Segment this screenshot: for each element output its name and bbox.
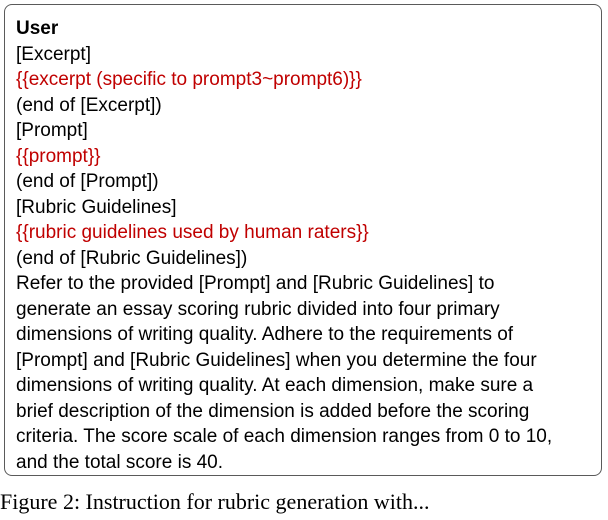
prompt-box: [4, 4, 602, 476]
figure-caption: Figure 2: Instruction for rubric generation with...: [0, 489, 430, 514]
rubric-open-tag: [Rubric Guidelines]: [16, 196, 177, 218]
instruction-line: Refer to the provided [Prompt] and [Rubric Guidelines] to: [16, 273, 495, 294]
prompt-close-tag: (end of [Prompt]): [16, 171, 159, 192]
prompt-open-tag: [Prompt]: [16, 120, 88, 141]
rubric-placeholder: {{rubric guidelines used by human raters}}: [16, 222, 369, 243]
instruction-line: and the total score is 40.: [16, 451, 224, 473]
instruction-line: brief description of the dimension is added before the scoring: [16, 400, 530, 422]
instruction-line: dimensions of writing quality. At each dimension, make sure a: [16, 375, 534, 396]
box-title: User: [16, 18, 59, 39]
excerpt-open-tag: [Excerpt]: [16, 43, 91, 65]
excerpt-placeholder: {{excerpt (specific to prompt3~prompt6)}}: [16, 69, 362, 90]
instruction-line: [Prompt] and [Rubric Guidelines] when you determine the four: [16, 349, 537, 371]
excerpt-close-tag: (end of [Excerpt]): [16, 94, 162, 116]
rubric-close-tag: (end of [Rubric Guidelines]): [16, 247, 248, 269]
instruction-line: dimensions of writing quality. Adhere to the requirements of: [16, 324, 514, 345]
instruction-line: criteria. The score scale of each dimension ranges from 0 to 10,: [16, 426, 553, 447]
prompt-placeholder: {{prompt}}: [16, 145, 101, 167]
instruction-line: generate an essay scoring rubric divided into four primary: [16, 298, 500, 320]
